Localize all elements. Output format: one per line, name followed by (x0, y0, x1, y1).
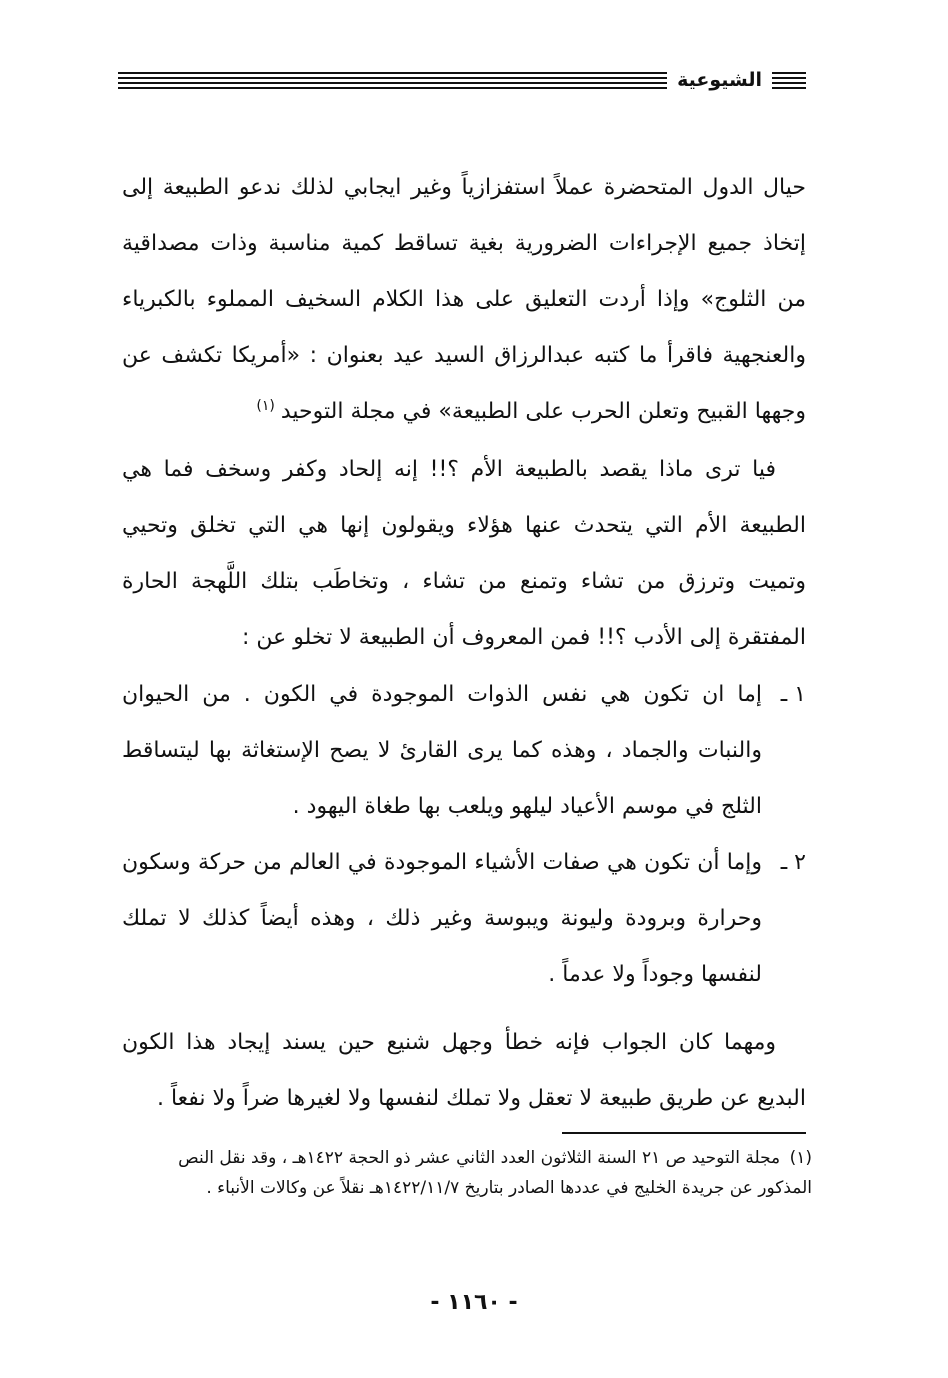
paragraph-1-text: حيال الدول المتحضرة عملاً استفزازياً وغير ايجابي لذلك ندعو الطبيعة إلى إتخاذ جميع الإجراءات الضرورية بغية تساقط كمية مناسبة وذات مصداقية من الثلوج» وإذا أردت التعليق على هذا الكلام السخيف المملوء بالكبرياء والعنجهية فاقرأ ما كتبه عبدالرزاق السيد عيد بعنوان : «أمريكا تكشف عن وجهها القبيح وتعلن الحرب على الطبيعة» في مجلة التوحيد (122, 175, 806, 424)
header-title: الشيوعية (677, 69, 762, 91)
list-item-text: وإما أن تكون هي صفات الأشياء الموجودة في العالم من حركة وسكون وحرارة وبرودة وليونة ويبوسة وغير ذلك ، وهذه أيضاً كذلك لا تملك لنفسها وجوداً ولا عدماً . (122, 850, 762, 987)
list-item-number: ١ ـ (780, 682, 806, 707)
footnote-text: مجلة التوحيد ص ٢١ السنة الثلاثون العدد الثاني عشر ذو الحجة ١٤٢٢هـ ، وقد نقل النص المذكور عن جريدة الخليج في عددها الصادر بتاريخ ١٤٢٢/١١/٧هـ نقلاً عن وكالات الأنباء . (178, 1148, 812, 1198)
footnote-mark: (١) (789, 1148, 812, 1168)
paragraph-3: ومهما كان الجواب فإنه خطأ وجهل شنيع حين يسند إيجاد هذا الكون البديع عن طريق طبيعة لا تعقل ولا تملك لنفسها ولا لغيرها ضراً ولا نفعاً . (122, 1030, 806, 1111)
page-number: - ١١٦٠ - (430, 1290, 518, 1315)
list-item (122, 835, 806, 1003)
footnote-reference: (١) (256, 397, 275, 414)
running-header (118, 66, 806, 94)
footnote (122, 1143, 812, 1203)
paragraph-2: فيا ترى ماذا يقصد بالطبيعة الأم ؟!! إنه إلحاد وكفر وسخف فما هي الطبيعة الأم التي يتحدث عنها هؤلاء ويقولون إنها هي التي تخلق وتحيي وتميت وترزق من تشاء وتمنع من تشاء ، وتخاطَب بتلك اللَّهجة الحارة المفتقرة إلى الأدب ؟!! فمن المعروف أن الطبيعة لا تخلو عن : (122, 457, 806, 650)
header-rule-lines (118, 72, 667, 89)
header-ornament-right (772, 72, 806, 89)
paragraph-1 (122, 160, 806, 440)
numbered-list (122, 667, 806, 1003)
list-item-number: ٢ ـ (780, 850, 806, 875)
list-item (122, 667, 806, 835)
footnote-divider (562, 1132, 806, 1134)
list-item-text: إما ان تكون هي نفس الذوات الموجودة في الكون . من الحيوان والنبات والجماد ، وهذه كما يرى القارئ لا يصح الإستغاثة بها ليتساقط الثلج في موسم الأعياد ليلهو ويلعب بها طغاة اليهود . (122, 682, 762, 819)
